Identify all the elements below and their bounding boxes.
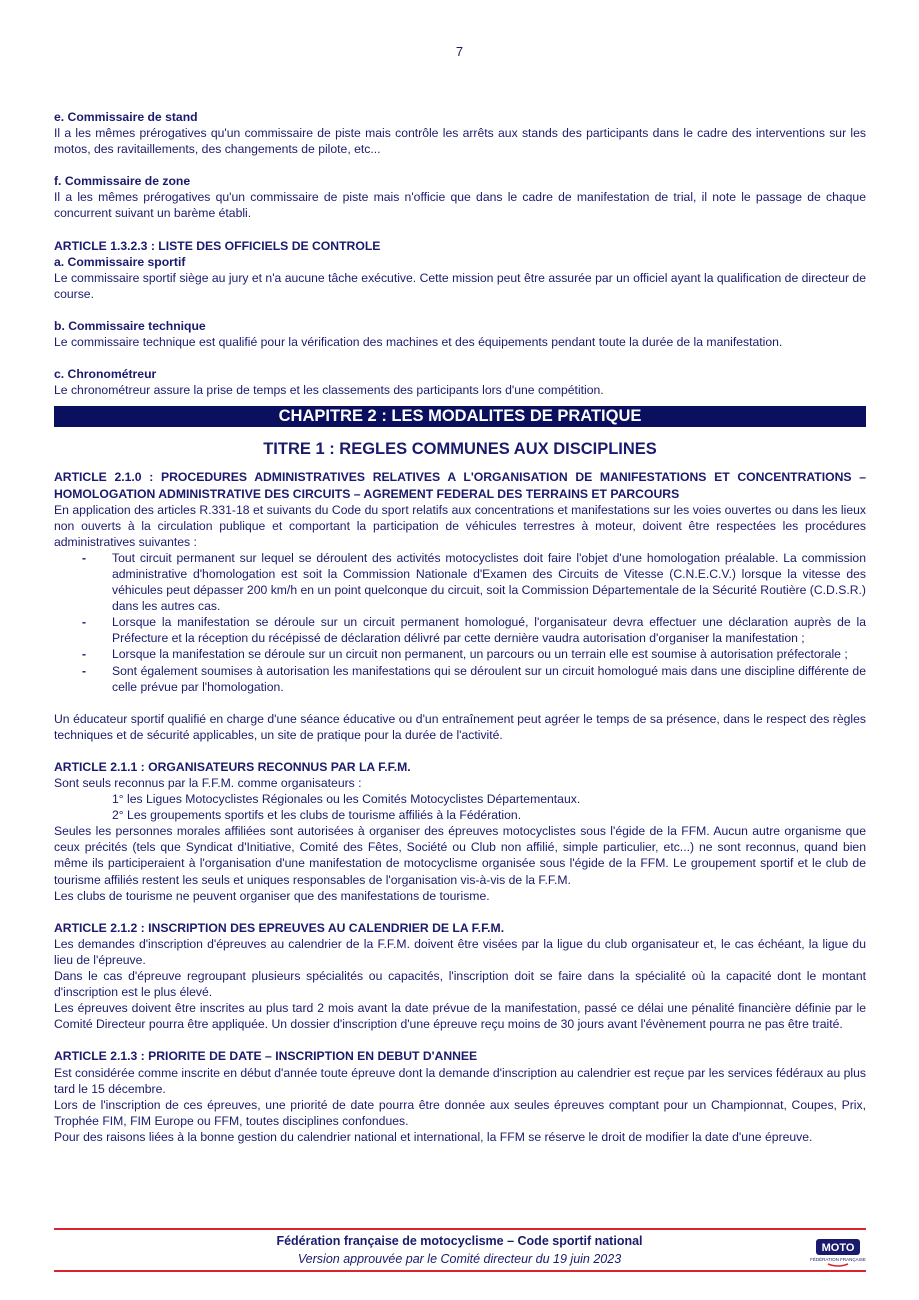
footer-rule-top xyxy=(54,1228,866,1230)
article-212-p3: Les épreuves doivent être inscrites au plus tard 2 mois avant la date prévue de la manifestation, passé ce délai une pénalité financière définie par le Comité Directeur pourra être appliquée. Un dossier d'inscription d'une épreuve reçu moins de 30 jours avant l'évènement pourra ne pas être traité. xyxy=(54,1001,866,1032)
article-211-intro: Sont seuls reconnus par la F.F.M. comme organisateurs : xyxy=(54,776,362,790)
list-item xyxy=(54,614,866,646)
article-211-item-1: 1° les Ligues Motocyclistes Régionales ou les Comités Motocyclistes Départementaux. xyxy=(112,792,581,807)
list-item xyxy=(54,663,866,695)
dash-bullet: - xyxy=(82,663,87,678)
list-item xyxy=(54,550,866,614)
logo-text: MOTO xyxy=(821,1242,855,1254)
titre-heading: TITRE 1 : REGLES COMMUNES AUX DISCIPLINES xyxy=(263,440,657,459)
article-211-item-2: 2° Les groupements sportifs et les clubs de tourisme affiliés à la Fédération. xyxy=(112,808,522,823)
section-f-text: Il a les mêmes prérogatives qu'un commissaire de piste mais n'officie que dans le cadre de manifestation de trial, il note le passage de chaque concurrent suivant un barème établi. xyxy=(54,190,866,221)
list-item xyxy=(54,646,866,662)
article-211-paragraph: Seules les personnes morales affiliées sont autorisées à organiser des épreuves motocyclistes sous l'égide de la FFM. Aucun autre organisme que ceux précités (tels que Syndicat d'Initiative, Comité des Fêtes, Société ou Club non affilié, simple particulier, etc...) ne sont reconnus, quand bien même ils participeraient à l'organisation d'une manifestation de motocyclisme organisée sous l'égide de la FFM. Le groupement sportif et le club de tourisme affiliés restent les seuls et uniques responsables de l'organisation vis-à-vis de la F.F.M. xyxy=(54,824,866,887)
footer-rule-bottom xyxy=(54,1270,866,1272)
section-b-title: b. Commissaire technique xyxy=(54,318,206,333)
ffm-logo-icon xyxy=(810,1236,866,1268)
section-e-title: e. Commissaire de stand xyxy=(54,110,198,124)
article-210-intro: En application des articles R.331-18 et suivants du Code du sport relatifs aux concentrations et manifestations sur les voies ouvertes ou dans les lieux non ouverts à la circulation publique et comportant la participation de véhicules terrestres à moteur, doivent être respectées les procédures administratives suivantes : xyxy=(54,502,866,549)
dash-bullet: - xyxy=(82,615,87,630)
section-e-text: Il a les mêmes prérogatives qu'un commissaire de piste mais contrôle les arrêts aux stands des participants dans le cadre des interventions sur les motos, des ravitaillements, des changements de pilote, etc... xyxy=(54,126,866,157)
article-1323-title: ARTICLE 1.3.2.3 : LISTE DES OFFICIELS DE CONTROLE xyxy=(54,238,381,253)
article-212-title: ARTICLE 2.1.2 : INSCRIPTION DES EPREUVES AU CALENDRIER DE LA F.F.M. xyxy=(54,920,505,935)
bullet-text: Tout circuit permanent sur lequel se déroulent des activités motocyclistes doit faire l'objet d'une homologation préalable. La commission administrative d'homologation est soit la Commission Nationale d'Examen des Circuits de Vitesse (C.N.E.C.V.) lorsque la vitesse des véhicules peut dépasser 200 km/h en un point quelconque du circuit, soit la Commission Départementale de la Sécurité Routière (C.D.S.R.) dans les autres cas. xyxy=(112,550,866,614)
article-213-p2: Lors de l'inscription de ces épreuves, une priorité de date pourra être donnée aux seules épreuves comptant pour un Championnat, Coupes, Prix, Trophée FIM, FIM Europe ou FFM, toutes disciplines confondues. xyxy=(54,1097,866,1128)
section-c-text: Le chronométreur assure la prise de temps et les classements des participants lors d'une compétition. xyxy=(54,383,604,398)
article-211-last: Les clubs de tourisme ne peuvent organiser que des manifestations de tourisme. xyxy=(54,888,490,903)
article-213-title: ARTICLE 2.1.3 : PRIORITE DE DATE – INSCRIPTION EN DEBUT D'ANNEE xyxy=(54,1049,478,1064)
article-210-bullets xyxy=(54,550,866,695)
logo-subtext: FÉDÉRATION FRANÇAISE xyxy=(810,1257,866,1262)
dash-bullet: - xyxy=(82,647,87,662)
bullet-text: Lorsque la manifestation se déroule sur un circuit permanent homologué, l'organisateur devra effectuer une déclaration auprès de la Préfecture et la réception du récépissé de déclaration délivré par cette dernière vaudra autorisation d'organiser la manifestation ; xyxy=(112,615,866,646)
article-211-title: ARTICLE 2.1.1 : ORGANISATEURS RECONNUS PAR LA F.F.M. xyxy=(54,759,411,774)
section-a-title: a. Commissaire sportif xyxy=(54,254,186,269)
dash-bullet: - xyxy=(82,550,87,565)
section-a-text: Le commissaire sportif siège au jury et n'a aucune tâche exécutive. Cette mission peut être assurée par un officiel ayant la qualification de directeur de course. xyxy=(54,270,866,301)
chapter-banner: CHAPITRE 2 : LES MODALITES DE PRATIQUE xyxy=(54,406,866,427)
article-210-outro: Un éducateur sportif qualifié en charge d'une séance éducative ou d'un entraînement peut agréer le temps de sa présence, dans le respect des règles techniques et de sécurité applicables, un site de pratique pour la durée de l'activité. xyxy=(54,711,866,742)
article-212-p2: Dans le cas d'épreuve regroupant plusieurs spécialités ou capacités, l'inscription doit se faire dans la spécialité où la capacité dont le montant d'inscription est le plus élevé. xyxy=(54,969,866,1000)
article-213-p3: Pour des raisons liées à la bonne gestion du calendrier national et international, la FFM se réserve le droit de modifier la date d'une épreuve. xyxy=(54,1129,813,1144)
footer-subtitle: Version approuvée par le Comité directeur du 19 juin 2023 xyxy=(297,1252,622,1266)
article-212-p1: Les demandes d'inscription d'épreuves au calendrier de la F.F.M. doivent être visées par la ligue du club organisateur et, le cas échéant, la ligue du lieu de l'épreuve. xyxy=(54,936,866,967)
article-210-title: ARTICLE 2.1.0 : PROCEDURES ADMINISTRATIVES RELATIVES A L'ORGANISATION DE MANIFESTATIONS ET CONCENTRATIONS – HOMOLOGATION ADMINISTRATIVE DES CIRCUITS – AGREMENT FEDERAL DES TERRAINS ET PARCOURS xyxy=(54,470,866,501)
section-f-title: f. Commissaire de zone xyxy=(54,174,191,189)
section-b-text: Le commissaire technique est qualifié pour la vérification des machines et des équipements pendant toute la durée de la manifestation. xyxy=(54,335,783,350)
bullet-text: Lorsque la manifestation se déroule sur un circuit non permanent, un parcours ou un terrain elle est soumise à autorisation préfectorale ; xyxy=(112,647,848,662)
page-number: 7 xyxy=(455,44,464,59)
page-content xyxy=(54,109,866,1145)
article-213-p1: Est considérée comme inscrite en début d'année toute épreuve dont la demande d'inscription au calendrier est reçue par les services fédéraux au plus tard le 15 décembre. xyxy=(54,1065,866,1096)
section-c-title: c. Chronométreur xyxy=(54,367,157,382)
bullet-text: Sont également soumises à autorisation les manifestations qui se déroulent sur un circuit homologué mais dans une discipline différente de celle prévue par l'homologation. xyxy=(112,663,866,694)
footer-title: Fédération française de motocyclisme – Code sportif national xyxy=(276,1234,643,1248)
